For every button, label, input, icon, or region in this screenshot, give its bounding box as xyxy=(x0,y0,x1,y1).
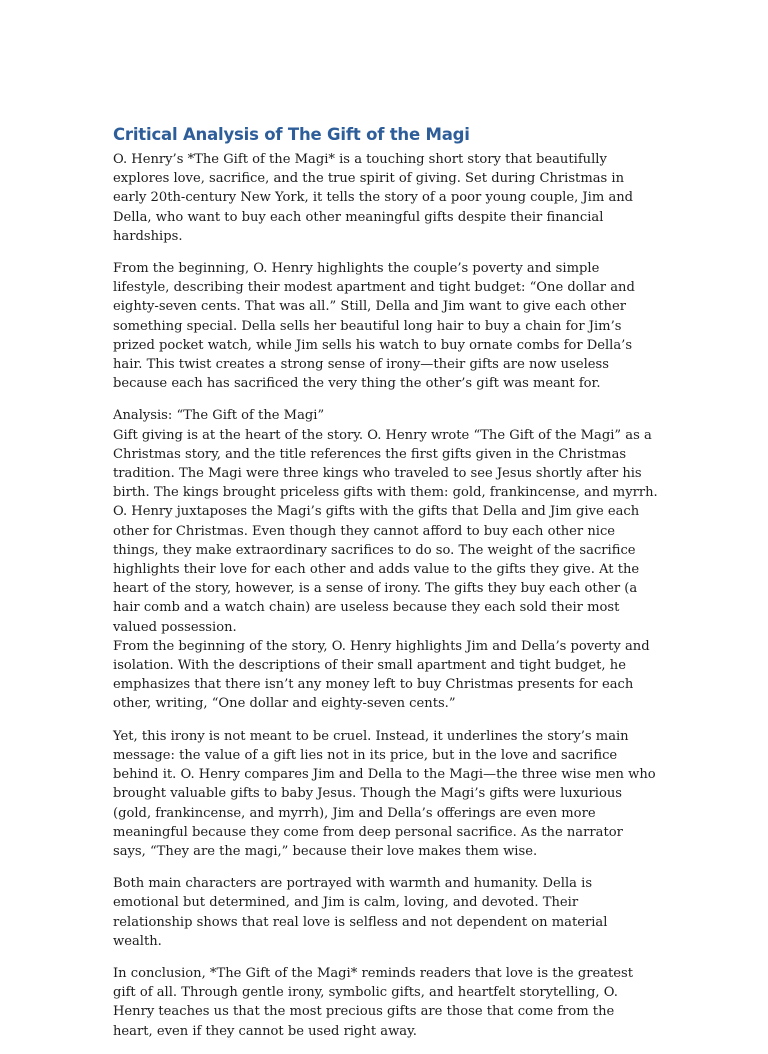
paragraph-conclusion: In conclusion, *The Gift of the Magi* reminds readers that love is the greatest gift of all. Through gentle irony, symbolic gifts, and heartfelt storytelling, O. Henry teaches us that the most precious gifts are those that come from the heart, even if they cannot be used right away. xyxy=(113,965,634,1039)
paragraph-intro: O. Henry’s *The Gift of the Magi* is a touching short story that beautifully explores love, sacrifice, and the true spirit of giving. Set during Christmas in early 20th-century New York, it tells the story of a poor young couple, Jim and Della, who want to buy each other meaningful gifts despite their financial hardships. xyxy=(113,152,634,244)
analysis-heading: Analysis: “The Gift of the Magi” xyxy=(113,408,325,424)
paragraph-irony: Yet, this irony is not meant to be cruel. Instead, it underlines the story’s main message: the value of a gift lies not in its price, but in the love and sacrifice behind it. O. Henry compares Jim and Della to the Magi—the three wise men who brought valuable gifts to baby Jesus. Though the Magi’s gifts were luxurious (gold, frankincense, and myrrh), Jim and Della’s offerings are even more meaningful because they come from deep personal sacrifice. As the narrator says, “They are the magi,” because their love makes them wise. xyxy=(113,728,656,859)
paragraph-analysis-gift-giving: Gift giving is at the heart of the story. O. Henry wrote “The Gift of the Magi” as a Christmas story, and the title references the first gifts given in the Christmas tradition. The Magi were three kings who traveled to see Jesus shortly after his birth. The kings brought priceless gifts with them: gold, frankincense, and myrrh. O. Henry juxtaposes the Magi’s gifts with the gifts that Della and Jim give each other for Christmas. Even though they cannot afford to buy each other nice things, they make extraordinary sacrifices to do so. The weight of the sacrifice highlights their love for each other and adds value to the gifts they give. At the heart of the story, however, is a sense of irony. The gifts they buy each other (a hair comb and a watch chain) are useless because they each sold their most valued possession. xyxy=(113,427,658,635)
document-title: Critical Analysis of The Gift of the Magi xyxy=(113,125,470,144)
document-page xyxy=(113,124,658,1054)
paragraph-poverty: From the beginning, O. Henry highlights the couple’s poverty and simple lifestyle, describing their modest apartment and tight budget: “One dollar and eighty-seven cents. That was all.” Still, Della and Jim want to give each other something special. Della sells her beautiful long hair to buy a chain for Jim’s prized pocket watch, while Jim sells his watch to buy ornate combs for Della’s hair. This twist creates a strong sense of irony—their gifts are now useless because each has sacrificed the very thing the other’s gift was meant for. xyxy=(113,261,635,392)
paragraph-analysis-poverty: From the beginning of the story, O. Henry highlights Jim and Della’s poverty and isolation. With the descriptions of their small apartment and tight budget, he emphasizes that there isn’t any money left to buy Christmas presents for each other, writing, “One dollar and eighty-seven cents.” xyxy=(113,638,650,712)
paragraph-characters: Both main characters are portrayed with warmth and humanity. Della is emotional but determined, and Jim is calm, loving, and devoted. Their relationship shows that real love is selfless and not dependent on material wealth. xyxy=(113,876,608,949)
